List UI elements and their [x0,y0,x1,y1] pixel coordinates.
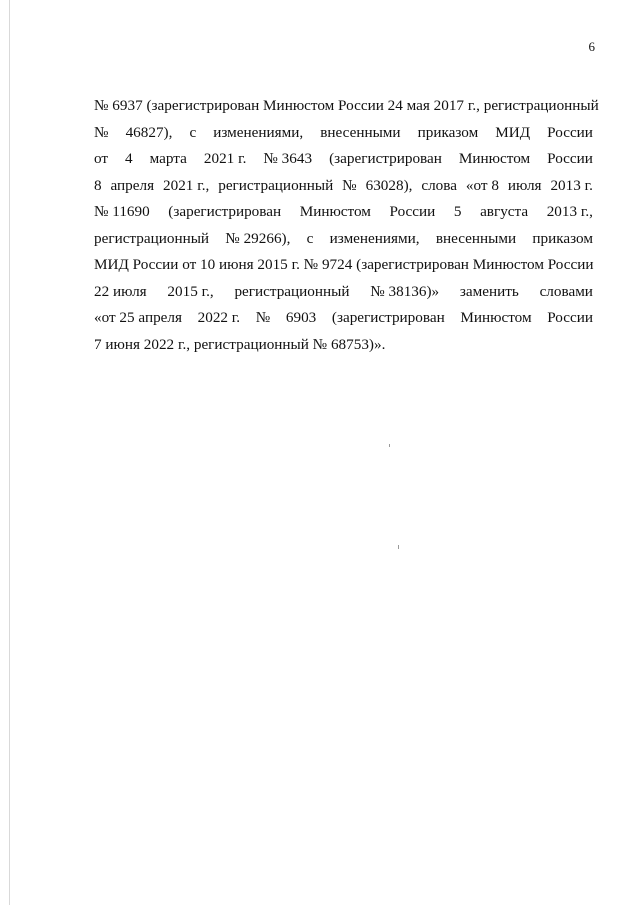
text-segment: 7 июня 2022 г., регистрационный № 68753)». [94,335,386,353]
text-line [94,173,593,200]
text-line [94,279,593,306]
text-segment: 8 [94,176,102,194]
text-segment: 4 [125,150,133,167]
text-segment: (зарегистрирован [168,203,282,220]
text-segment: (зарегистрирован [331,309,445,326]
text-segment: изменениями, [213,123,304,141]
text-segment: № 29266), [225,229,291,247]
scan-speck [398,545,399,549]
text-segment: МИД [495,123,531,141]
text-segment: марта [149,150,187,167]
text-segment: 2013 г., [546,203,593,220]
text-segment: № [255,309,271,326]
text-segment: 2015 г., [167,282,214,300]
text-segment: регистрационный [234,282,350,300]
text-line [94,226,593,253]
text-segment: регистрационный [94,229,210,247]
text-segment: 2013 г. [550,176,593,194]
text-segment: 46827), [125,123,173,141]
text-line [94,199,593,226]
body-paragraph [94,93,599,358]
text-segment: Минюстом [460,309,532,326]
text-line [94,305,593,332]
text-segment: от [94,150,109,167]
text-segment: приказом [532,229,593,247]
text-line [94,252,593,279]
text-segment: № 11690 [94,203,150,220]
text-line [94,93,599,120]
text-segment: № 38136)» [370,282,440,300]
text-segment: августа [480,203,529,220]
text-segment: № [342,176,357,194]
text-segment: 2021 г. [203,150,247,167]
text-segment: № [94,123,109,141]
text-segment: с [306,229,314,247]
text-line [94,120,593,147]
text-segment: Минюстом [299,203,371,220]
text-segment: июля [507,176,542,194]
text-segment: с [189,123,197,141]
text-segment: изменениями, [329,229,420,247]
text-line [94,332,593,359]
text-segment: 2022 г. [197,309,241,326]
scan-edge-line [9,0,10,905]
text-segment: № 3643 [263,150,313,167]
text-segment: России [389,203,436,220]
text-segment: России [547,150,593,167]
text-segment: МИД России от 10 июня 2015 г. № 9724 (зарегистрирован Минюстом России [94,256,594,273]
text-segment: «от 25 апреля [94,309,182,326]
page-number: 6 [588,39,595,54]
text-line [94,146,593,173]
text-segment: внесенными [435,229,517,247]
scan-speck [389,444,390,447]
text-segment: приказом [417,123,479,141]
text-segment: регистрационный [218,176,334,194]
text-segment: словами [539,282,593,300]
text-segment: 63028), [365,176,413,194]
text-segment: слова [421,176,457,194]
text-segment: внесенными [320,123,401,141]
text-segment: Минюстом [458,150,531,167]
text-segment: № 6937 (зарегистрирован Минюстом России 24 мая 2017 г., регистрационный [94,97,599,114]
text-segment: 2021 г., [163,176,210,194]
text-segment: 6903 [285,309,317,326]
text-segment: 22 июля [94,282,147,300]
text-segment: «от 8 [465,176,499,194]
text-segment: апреля [110,176,155,194]
text-segment: России [547,123,593,141]
text-segment: 5 [453,203,462,220]
text-segment: России [547,309,593,326]
text-segment: (зарегистрирован [329,150,442,167]
text-segment: заменить [459,282,519,300]
